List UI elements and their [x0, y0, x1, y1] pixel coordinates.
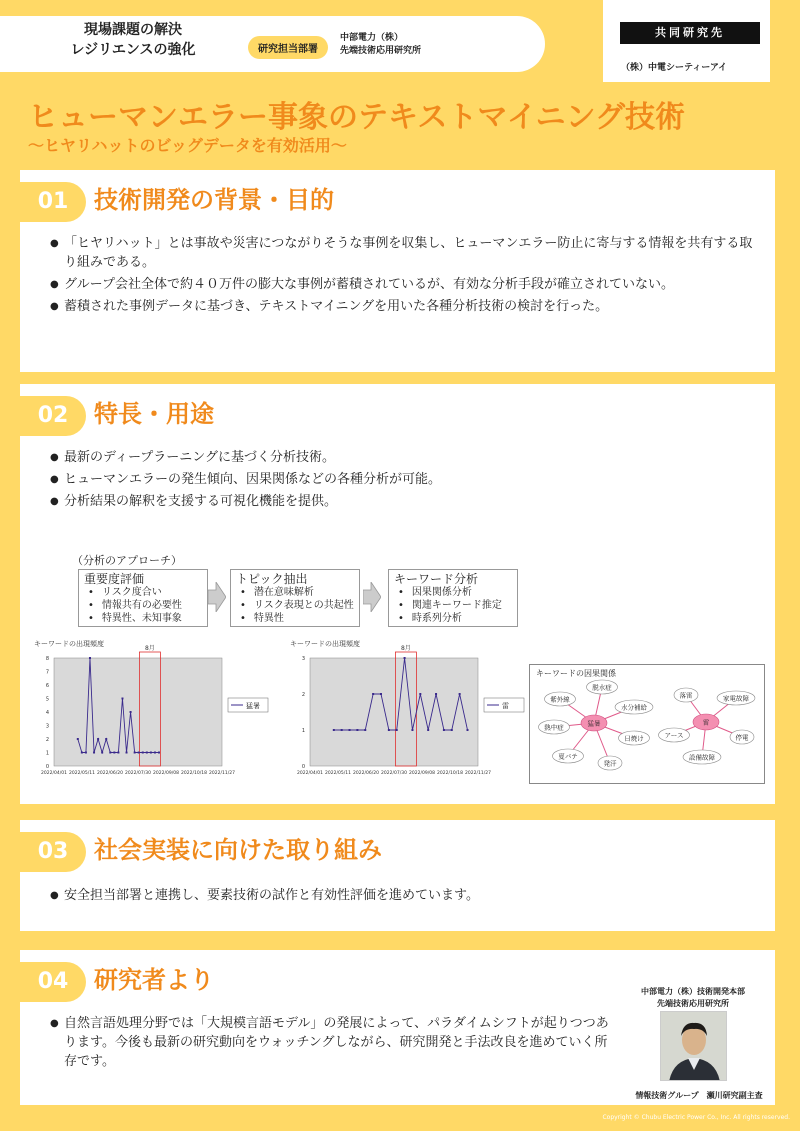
data-point [158, 752, 160, 754]
affiliation-line1: 中部電力（株）技術開発本部 [641, 987, 745, 996]
data-point [404, 657, 406, 659]
data-point [396, 729, 398, 731]
data-point [109, 752, 111, 754]
x-tick-label: 2022/04/01 [297, 771, 323, 776]
data-point [154, 752, 156, 754]
data-point [105, 738, 107, 740]
x-tick-label: 2022/07/30 [381, 771, 407, 776]
causal-diagram [529, 664, 765, 784]
y-tick-label: 3 [45, 723, 49, 730]
collab-title: 共同研究先 [620, 22, 760, 44]
data-point [101, 752, 103, 754]
x-tick-label: 2022/06/20 [353, 771, 379, 776]
causal-node-label: 発汗 [603, 759, 617, 768]
y-tick-label: 6 [45, 683, 49, 689]
y-tick-label: 2 [45, 737, 49, 743]
theme-line2: レジリエンスの強化 [70, 42, 196, 58]
copyright: Copyright © Chubu Electric Power Co., Inc. All rights reserved. [602, 1114, 790, 1121]
causal-node-label: 家電故障 [723, 694, 749, 703]
x-tick-label: 2022/10/18 [437, 771, 463, 776]
bullet-list [50, 1014, 610, 1074]
keyword-frequency-chart-thunder [288, 638, 528, 784]
data-point [138, 752, 140, 754]
y-tick-label: 0 [301, 764, 305, 770]
x-tick-label: 2022/06/20 [97, 771, 123, 776]
causal-node-label: 熱中症 [544, 723, 564, 732]
causal-title: キーワードの因果関係 [536, 669, 616, 678]
data-point [411, 729, 413, 731]
bullet-list [50, 234, 760, 319]
section-features [20, 384, 775, 804]
data-point [459, 693, 461, 695]
approach-label: （分析のアプローチ） [72, 554, 182, 567]
data-point [356, 729, 358, 731]
data-point [427, 729, 429, 731]
causal-center-label: 猛暑 [587, 719, 601, 728]
approach-item: • 情報共有の必要性 [84, 599, 202, 612]
section-number: 01 [20, 182, 86, 222]
bullet-list [50, 448, 760, 514]
annotation-label: 8月 [144, 645, 155, 652]
y-tick-label: 2 [301, 692, 305, 698]
data-point [341, 729, 343, 731]
y-tick-label: 4 [45, 710, 49, 716]
data-point [443, 729, 445, 731]
x-tick-label: 2022/09/08 [409, 771, 435, 776]
causal-node-label: 落雷 [679, 691, 693, 700]
approach-box-title: キーワード分析 [394, 572, 479, 586]
data-point [146, 752, 148, 754]
y-tick-label: 3 [301, 656, 305, 662]
researcher-affiliation [618, 986, 768, 1010]
data-point [419, 693, 421, 695]
theme-line1: 現場課題の解決 [84, 22, 182, 38]
page-title: ヒューマンエラー事象のテキストマイニング技術 [28, 100, 685, 135]
data-point [372, 693, 374, 695]
approach-box-title: 重要度評価 [84, 572, 145, 586]
bullet-item: ● 「ヒヤリハット」とは事故や災害につながりそうな事例を収集し、ヒューマンエラー防止に寄与する情報を共有する取り組みである。 [50, 234, 760, 272]
causal-node-label: アース [664, 731, 684, 740]
approach-item: • リスク度合い [84, 586, 202, 599]
data-point [435, 693, 437, 695]
data-point [150, 752, 152, 754]
causal-network [530, 665, 764, 783]
section-number: 02 [20, 396, 86, 436]
data-point [134, 752, 136, 754]
x-tick-label: 2022/04/01 [41, 771, 67, 776]
bullet-item: ● 分析結果の解釈を支援する可視化機能を提供。 [50, 492, 760, 511]
bullet-list [50, 886, 760, 908]
bullet-item: ● 蓄積された事例データに基づき、テキストマイニングを用いた各種分析技術の検討を行った。 [50, 297, 760, 316]
section-title: 社会実装に向けた取り組み [94, 836, 382, 864]
y-tick-label: 8 [45, 656, 49, 662]
bullet-item: ● 安全担当部署と連携し、要素技術の試作と有効性評価を進めています。 [50, 886, 760, 905]
legend-label: 雷 [502, 702, 509, 710]
data-point [117, 752, 119, 754]
dept-name [340, 32, 421, 58]
theme-label [38, 20, 228, 60]
causal-node-label: 日焼け [624, 734, 644, 743]
bullet-item: ● グループ会社全体で約４０万件の膨大な事例が蓄積されているが、有効な分析手段が確立されていない。 [50, 275, 760, 294]
y-tick-label: 0 [45, 764, 49, 770]
chart-title: キーワードの出現頻度 [34, 640, 104, 648]
approach-box-title: トピック抽出 [236, 572, 308, 586]
y-tick-label: 1 [301, 728, 305, 734]
data-point [113, 752, 115, 754]
dept-line1: 中部電力（株） [340, 33, 404, 43]
data-point [333, 729, 335, 731]
approach-box-importance [78, 569, 208, 627]
x-tick-label: 2022/05/11 [69, 771, 95, 776]
approach-item: • 時系列分析 [394, 612, 512, 625]
arrow-right-icon [363, 582, 381, 612]
approach-box-keyword [388, 569, 518, 627]
y-tick-label: 5 [45, 696, 49, 703]
bullet-item: ● 最新のディープラーニングに基づく分析技術。 [50, 448, 760, 467]
data-point [349, 729, 351, 731]
y-tick-label: 1 [45, 750, 49, 757]
annotation-label: 8月 [400, 645, 411, 652]
collab-box [603, 0, 770, 82]
data-point [81, 752, 83, 754]
data-point [467, 729, 469, 731]
dept-line2: 先端技術応用研究所 [340, 46, 422, 56]
data-point [130, 711, 132, 713]
y-tick-label: 7 [45, 669, 49, 676]
bullet-item: ● ヒューマンエラーの発生傾向、因果関係などの各種分析が可能。 [50, 470, 760, 489]
data-point [77, 738, 79, 740]
section-implementation [20, 820, 775, 931]
x-tick-label: 2022/05/11 [325, 771, 351, 776]
section-researcher [20, 950, 620, 1105]
section-title: 研究者より [94, 966, 214, 994]
approach-box-topic [230, 569, 360, 627]
legend-label: 猛暑 [246, 702, 260, 710]
data-point [126, 752, 128, 754]
data-point [89, 657, 91, 659]
approach-item: • 特異性 [236, 612, 354, 625]
x-tick-label: 2022/07/30 [125, 771, 151, 776]
approach-item: • 因果関係分析 [394, 586, 512, 599]
x-tick-label: 2022/09/08 [153, 771, 179, 776]
bullet-item: ● 自然言語処理分野では「大規模言語モデル」の発展によって、パラダイムシフトが起りつつあります。今後も最新の研究動向をウォッチングしながら、研究開発と手法改良を進めていく所存です。 [50, 1014, 610, 1071]
data-point [388, 729, 390, 731]
approach-item: • 特異性、未知事象 [84, 612, 202, 625]
approach-item: • 潜在意味解析 [236, 586, 354, 599]
data-point [85, 752, 87, 754]
x-tick-label: 2022/11/27 [465, 771, 491, 776]
causal-node-label: 紫外線 [550, 695, 570, 704]
arrow-right-icon [208, 582, 226, 612]
section-number: 04 [20, 962, 86, 1002]
section-title: 特長・用途 [94, 400, 214, 428]
data-point [380, 693, 382, 695]
plot-area [54, 658, 222, 766]
data-point [142, 752, 144, 754]
section-number: 03 [20, 832, 86, 872]
causal-node-label: 停電 [735, 733, 749, 742]
causal-node-label: 脱水症 [592, 683, 612, 692]
dept-tag: 研究担当部署 [248, 36, 328, 59]
causal-node-label: 夏バテ [558, 752, 578, 761]
section-title: 技術開発の背景・目的 [94, 186, 334, 214]
x-tick-label: 2022/10/18 [181, 771, 207, 776]
affiliation-line2: 先端技術応用研究所 [657, 999, 729, 1008]
x-tick-label: 2022/11/27 [209, 771, 235, 776]
data-point [364, 729, 366, 731]
collab-name: （株）中電シーティーアイ [621, 63, 728, 73]
page-subtitle: ～ヒヤリハットのビッグデータを有効活用～ [28, 136, 347, 155]
data-point [451, 729, 453, 731]
causal-node-label: 設備故障 [689, 753, 715, 762]
researcher-name: 情報技術グループ 瀬川研究副主查 [635, 1091, 763, 1100]
section-background [20, 170, 775, 372]
causal-center-label: 雷 [702, 718, 710, 727]
chart-title: キーワードの出現頻度 [290, 640, 360, 648]
researcher-photo [660, 1011, 727, 1081]
data-point [97, 738, 99, 740]
causal-node-label: 水分補給 [621, 703, 647, 712]
keyword-frequency-chart-heatwave [32, 638, 272, 784]
data-point [93, 752, 95, 754]
approach-item: • リスク表現との共起性 [236, 599, 354, 612]
plot-area [310, 658, 478, 766]
data-point [121, 698, 123, 700]
approach-item: • 関連キーワード推定 [394, 599, 512, 612]
